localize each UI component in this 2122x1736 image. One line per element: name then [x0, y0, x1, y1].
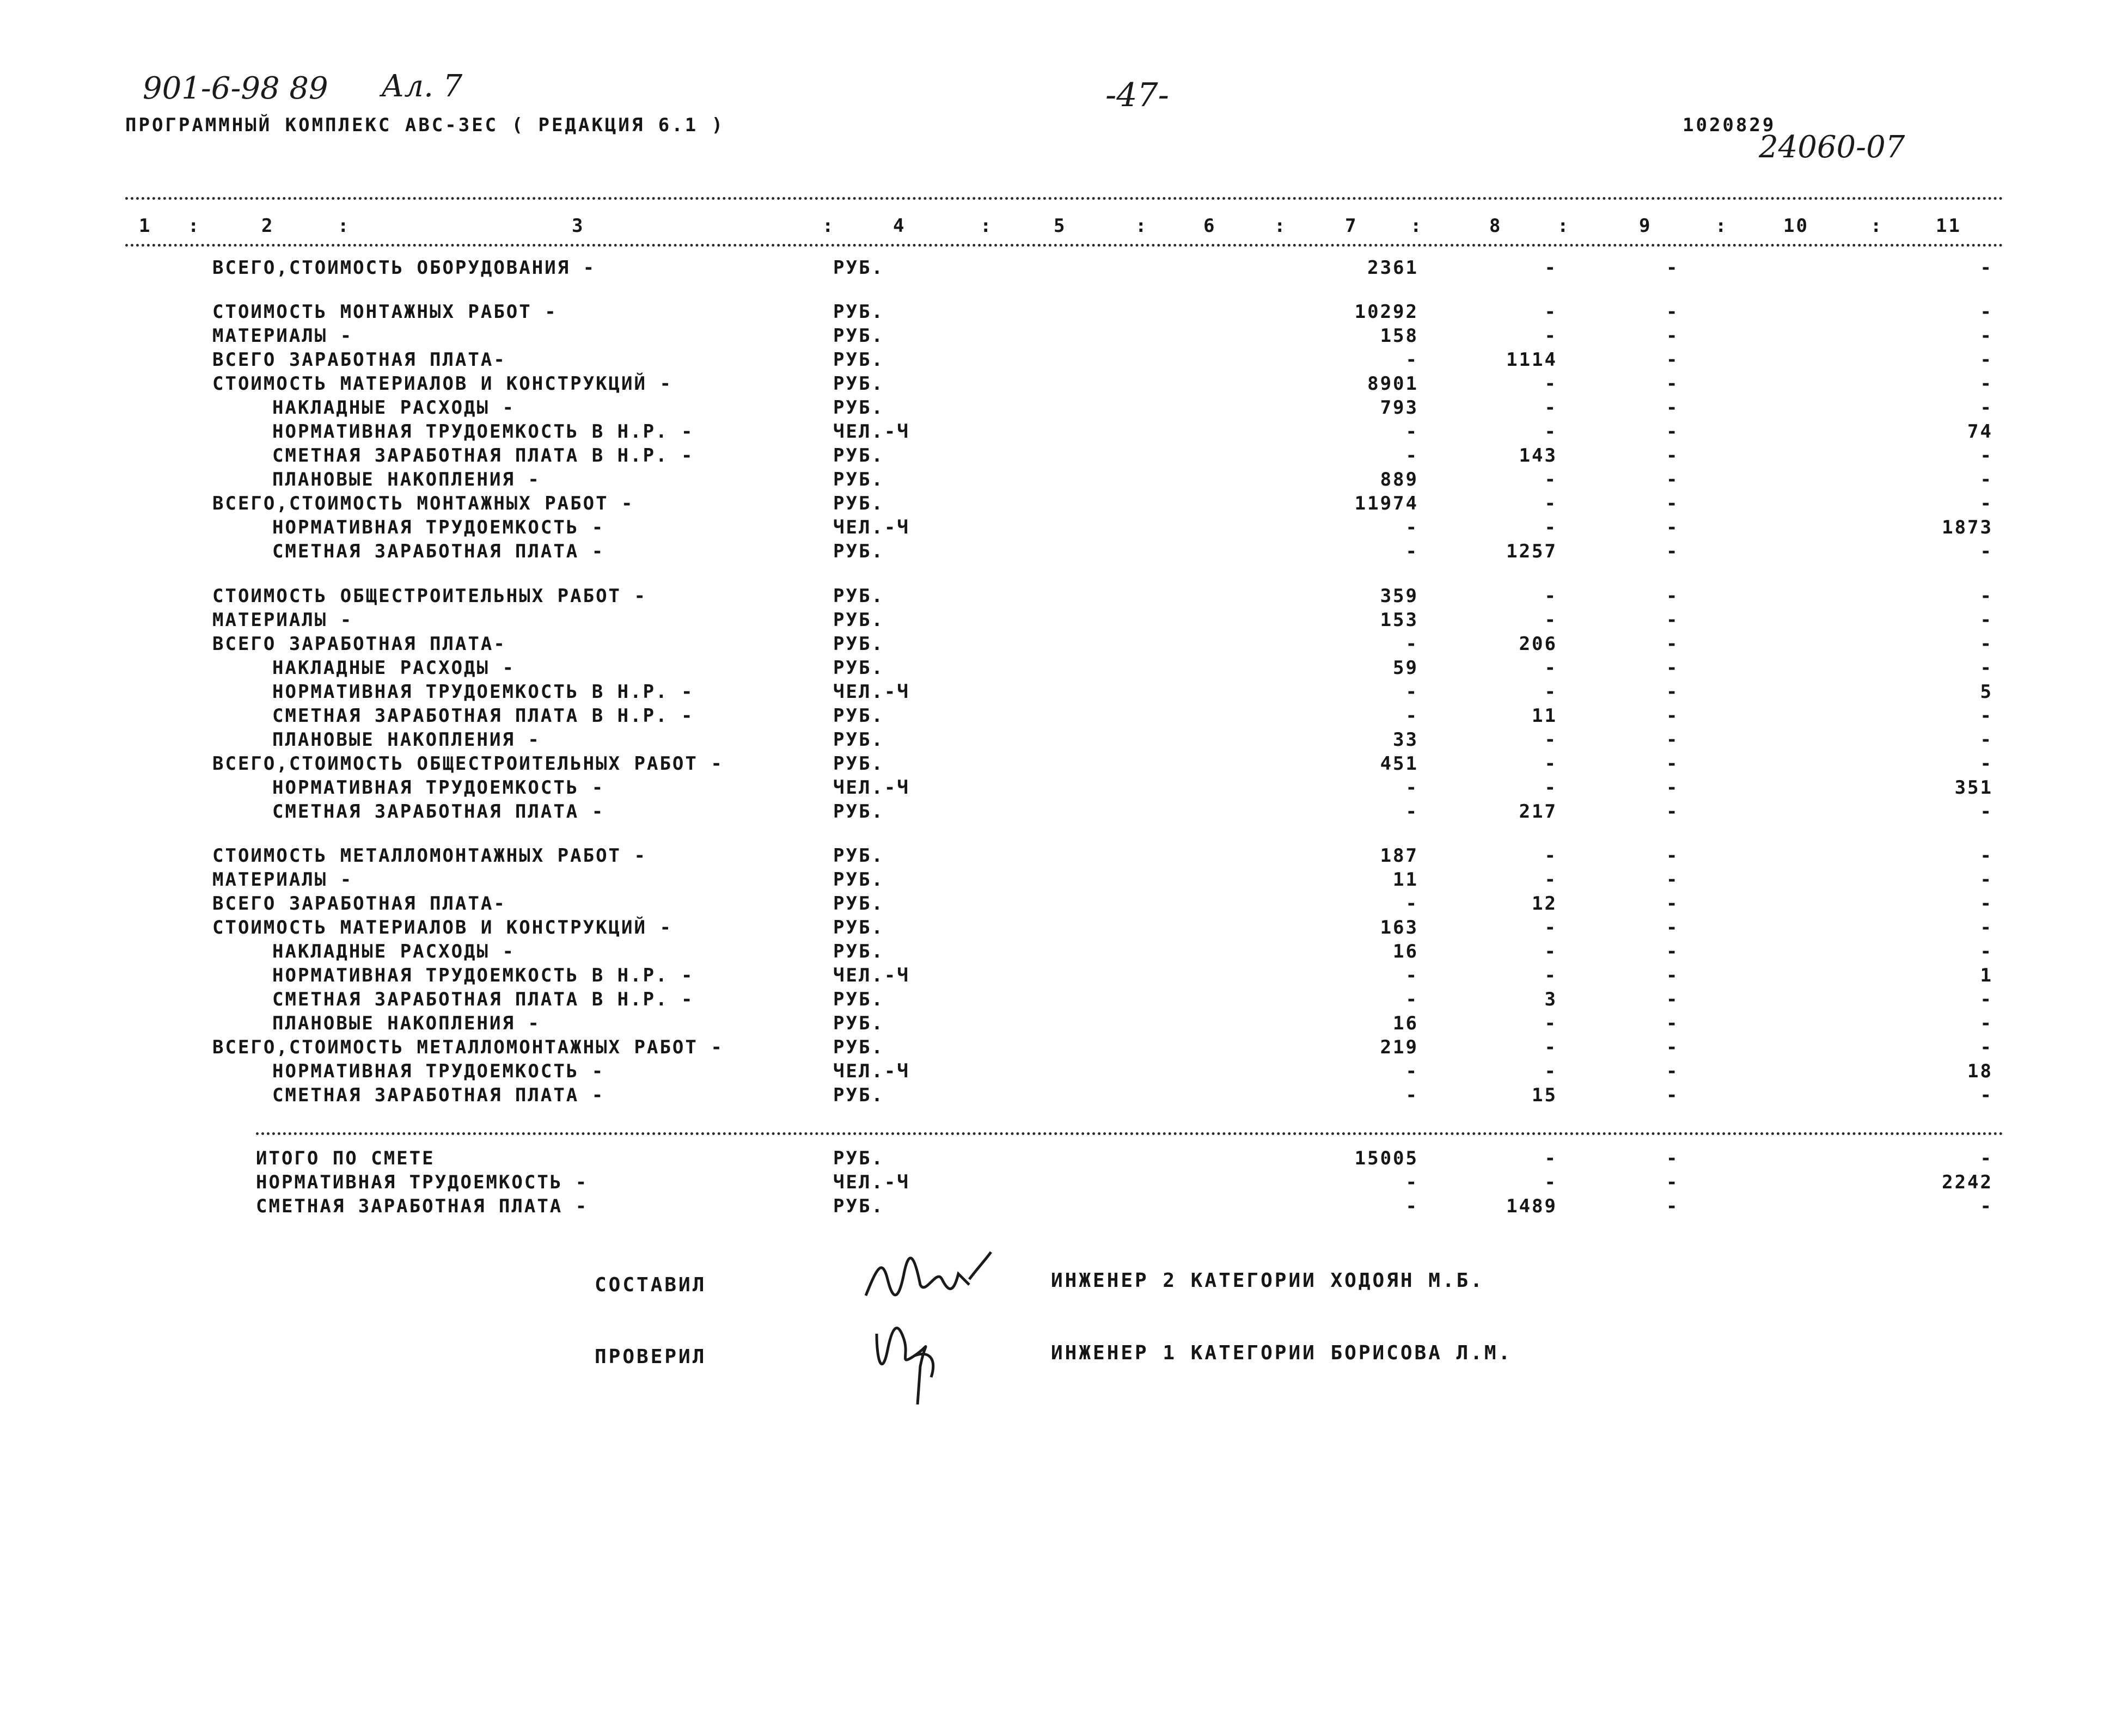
row-unit: РУБ.	[833, 301, 884, 323]
row-col8: 15	[1532, 1084, 1557, 1107]
row-col9: -	[1666, 349, 1679, 371]
row-col9: -	[1666, 585, 1679, 607]
column-separator: :	[980, 215, 992, 237]
row-col11: -	[1980, 349, 1993, 371]
column-header-4: 4	[893, 215, 906, 237]
row-unit: РУБ.	[833, 469, 884, 491]
row-col9: -	[1666, 704, 1679, 727]
row-col7: -	[1405, 776, 1418, 799]
column-separator: :	[822, 215, 834, 237]
row-col8: -	[1544, 657, 1557, 679]
row-col11: -	[1980, 893, 1993, 915]
row-col7: 359	[1380, 585, 1418, 607]
row-col8: -	[1544, 585, 1557, 607]
row-col7: 16	[1393, 1013, 1418, 1035]
row-label: НОРМАТИВНАЯ ТРУДОЕМКОСТЬ В Н.Р. -	[272, 680, 694, 703]
row-col7: 8901	[1367, 373, 1418, 395]
row-label: ПЛАНОВЫЕ НАКОПЛЕНИЯ -	[272, 728, 541, 751]
row-col8: -	[1544, 373, 1557, 395]
row-col9: -	[1666, 989, 1679, 1011]
row-col7: -	[1405, 541, 1418, 563]
row-label: ПЛАНОВЫЕ НАКОПЛЕНИЯ -	[272, 469, 541, 491]
row-unit: РУБ.	[833, 493, 884, 515]
row-col8: -	[1544, 965, 1557, 987]
column-header-3: 3	[572, 215, 585, 237]
row-col8: 217	[1519, 800, 1557, 823]
row-col8: -	[1544, 917, 1557, 939]
row-col11: -	[1980, 869, 1993, 891]
row-col11: -	[1980, 704, 1993, 727]
row-unit: ЧЕЛ.-Ч	[833, 680, 910, 703]
row-col9: -	[1666, 1084, 1679, 1107]
column-separator: :	[1274, 215, 1286, 237]
row-unit: РУБ.	[833, 1036, 884, 1059]
right-code: 1020829	[1683, 114, 1776, 136]
row-col11: -	[1980, 941, 1993, 963]
row-col9: -	[1666, 776, 1679, 799]
totals-col8: 1489	[1506, 1195, 1557, 1217]
compiled-signature	[860, 1247, 1002, 1306]
row-col8: 143	[1519, 445, 1557, 467]
row-col9: -	[1666, 445, 1679, 467]
row-col9: -	[1666, 397, 1679, 419]
column-header-1: 1	[139, 215, 152, 237]
row-col8: -	[1544, 680, 1557, 703]
row-col11: -	[1980, 845, 1993, 867]
checked-signature	[866, 1317, 953, 1410]
row-col7: -	[1405, 349, 1418, 371]
row-col8: -	[1544, 1013, 1557, 1035]
row-unit: РУБ.	[833, 445, 884, 467]
row-col8: 206	[1519, 633, 1557, 655]
row-col7: -	[1405, 1060, 1418, 1083]
row-label: ВСЕГО ЗАРАБОТНАЯ ПЛАТА-	[212, 893, 506, 915]
row-col8: 1114	[1506, 349, 1557, 371]
row-col9: -	[1666, 469, 1679, 491]
row-unit: РУБ.	[833, 869, 884, 891]
row-col7: -	[1405, 517, 1418, 539]
row-label: СМЕТНАЯ ЗАРАБОТНАЯ ПЛАТА В Н.Р. -	[272, 989, 694, 1011]
row-col8: -	[1544, 1060, 1557, 1083]
row-label: НОРМАТИВНАЯ ТРУДОЕМКОСТЬ -	[272, 776, 605, 799]
row-col11: -	[1980, 325, 1993, 347]
row-col9: -	[1666, 325, 1679, 347]
row-col11: -	[1980, 752, 1993, 775]
row-col9: -	[1666, 633, 1679, 655]
row-col8: -	[1544, 469, 1557, 491]
row-label: НАКЛАДНЫЕ РАСХОДЫ -	[272, 397, 515, 419]
row-col7: 889	[1380, 469, 1418, 491]
row-col9: -	[1666, 680, 1679, 703]
row-unit: РУБ.	[833, 1013, 884, 1035]
row-unit: РУБ.	[833, 728, 884, 751]
row-label: НОРМАТИВНАЯ ТРУДОЕМКОСТЬ В Н.Р. -	[272, 965, 694, 987]
row-col7: 153	[1380, 609, 1418, 631]
row-label: МАТЕРИАЛЫ -	[212, 325, 353, 347]
row-col11: -	[1980, 1013, 1993, 1035]
row-unit: РУБ.	[833, 989, 884, 1011]
row-col9: -	[1666, 517, 1679, 539]
row-col8: -	[1544, 257, 1557, 279]
column-header-10: 10	[1783, 215, 1809, 237]
row-unit: РУБ.	[833, 633, 884, 655]
totals-col11: -	[1980, 1195, 1993, 1217]
totals-col8: -	[1544, 1171, 1557, 1193]
row-col9: -	[1666, 869, 1679, 891]
row-unit: РУБ.	[833, 373, 884, 395]
row-label: СТОИМОСТЬ МАТЕРИАЛОВ И КОНСТРУКЦИЙ -	[212, 917, 672, 939]
row-label: НОРМАТИВНАЯ ТРУДОЕМКОСТЬ -	[272, 517, 605, 539]
checked-label: ПРОВЕРИЛ	[595, 1346, 707, 1368]
row-col8: -	[1544, 869, 1557, 891]
row-col9: -	[1666, 965, 1679, 987]
row-col9: -	[1666, 541, 1679, 563]
row-col7: -	[1405, 445, 1418, 467]
row-col11: 5	[1980, 680, 1993, 703]
row-label: ВСЕГО,СТОИМОСТЬ МЕТАЛЛОМОНТАЖНЫХ РАБОТ -	[212, 1036, 724, 1059]
row-col7: -	[1405, 704, 1418, 727]
row-col8: -	[1544, 941, 1557, 963]
row-col11: 74	[1967, 421, 1993, 443]
row-unit: ЧЕЛ.-Ч	[833, 965, 910, 987]
row-col7: -	[1405, 800, 1418, 823]
row-unit: РУБ.	[833, 257, 884, 279]
row-label: СМЕТНАЯ ЗАРАБОТНАЯ ПЛАТА -	[272, 800, 605, 823]
row-col11: -	[1980, 585, 1993, 607]
table-top-rule	[125, 197, 2004, 200]
totals-col11: -	[1980, 1148, 1993, 1169]
row-col7: 16	[1393, 941, 1418, 963]
row-unit: РУБ.	[833, 585, 884, 607]
column-header-9: 9	[1639, 215, 1652, 237]
row-col8: -	[1544, 325, 1557, 347]
row-label: СТОИМОСТЬ МАТЕРИАЛОВ И КОНСТРУКЦИЙ -	[212, 373, 672, 395]
row-col9: -	[1666, 1060, 1679, 1083]
row-col7: -	[1405, 989, 1418, 1011]
column-header-11: 11	[1936, 215, 1961, 237]
row-col9: -	[1666, 893, 1679, 915]
totals-unit: РУБ.	[833, 1148, 884, 1169]
row-unit: ЧЕЛ.-Ч	[833, 517, 910, 539]
row-col7: 11974	[1354, 493, 1418, 515]
totals-col7: -	[1405, 1195, 1418, 1217]
row-col11: -	[1980, 633, 1993, 655]
compiled-label: СОСТАВИЛ	[595, 1274, 707, 1296]
totals-col7: -	[1405, 1171, 1418, 1193]
row-col8: -	[1544, 752, 1557, 775]
row-label: МАТЕРИАЛЫ -	[212, 609, 353, 631]
totals-label: НОРМАТИВНАЯ ТРУДОЕМКОСТЬ -	[256, 1171, 589, 1193]
row-col7: 158	[1380, 325, 1418, 347]
row-col7: -	[1405, 893, 1418, 915]
totals-col11: 2242	[1942, 1171, 1993, 1193]
row-label: ПЛАНОВЫЕ НАКОПЛЕНИЯ -	[272, 1013, 541, 1035]
row-unit: РУБ.	[833, 752, 884, 775]
row-col9: -	[1666, 301, 1679, 323]
row-col9: -	[1666, 941, 1679, 963]
right-handwritten-code: 24060-07	[1759, 130, 1905, 165]
row-col11: -	[1980, 609, 1993, 631]
row-col9: -	[1666, 657, 1679, 679]
row-unit: РУБ.	[833, 941, 884, 963]
row-unit: ЧЕЛ.-Ч	[833, 1060, 910, 1083]
column-header-6: 6	[1203, 215, 1216, 237]
row-col7: -	[1405, 965, 1418, 987]
row-unit: РУБ.	[833, 657, 884, 679]
row-col7: 11	[1393, 869, 1418, 891]
row-col8: -	[1544, 397, 1557, 419]
column-separator: :	[1557, 215, 1569, 237]
row-col9: -	[1666, 800, 1679, 823]
totals-label: ИТОГО ПО СМЕТЕ	[256, 1148, 435, 1169]
row-col11: -	[1980, 541, 1993, 563]
totals-rule	[256, 1132, 2004, 1135]
row-col11: -	[1980, 373, 1993, 395]
row-col7: 219	[1380, 1036, 1418, 1059]
row-label: СМЕТНАЯ ЗАРАБОТНАЯ ПЛАТА -	[272, 541, 605, 563]
row-unit: РУБ.	[833, 917, 884, 939]
row-label: ВСЕГО,СТОИМОСТЬ ОБЩЕСТРОИТЕЛЬНЫХ РАБОТ -	[212, 752, 724, 775]
row-col9: -	[1666, 752, 1679, 775]
row-col9: -	[1666, 1013, 1679, 1035]
sheet-number: Ал. 7	[381, 69, 463, 104]
row-label: СМЕТНАЯ ЗАРАБОТНАЯ ПЛАТА В Н.Р. -	[272, 704, 694, 727]
row-col9: -	[1666, 1036, 1679, 1059]
row-col11: -	[1980, 917, 1993, 939]
row-col8: -	[1544, 421, 1557, 443]
row-col8: -	[1544, 493, 1557, 515]
row-col9: -	[1666, 845, 1679, 867]
row-col7: 2361	[1367, 257, 1418, 279]
column-separator: :	[338, 215, 349, 237]
row-unit: РУБ.	[833, 397, 884, 419]
row-col7: -	[1405, 421, 1418, 443]
row-label: ВСЕГО,СТОИМОСТЬ ОБОРУДОВАНИЯ -	[212, 257, 596, 279]
row-unit: РУБ.	[833, 541, 884, 563]
doc-code: 901-6-98 89	[143, 71, 328, 106]
row-col9: -	[1666, 728, 1679, 751]
row-col7: 59	[1393, 657, 1418, 679]
row-unit: РУБ.	[833, 325, 884, 347]
row-label: НОРМАТИВНАЯ ТРУДОЕМКОСТЬ В Н.Р. -	[272, 421, 694, 443]
row-col11: -	[1980, 469, 1993, 491]
row-label: СТОИМОСТЬ МОНТАЖНЫХ РАБОТ -	[212, 301, 558, 323]
totals-col9: -	[1666, 1148, 1679, 1169]
row-col11: -	[1980, 800, 1993, 823]
row-col8: -	[1544, 845, 1557, 867]
row-label: СТОИМОСТЬ ОБЩЕСТРОИТЕЛЬНЫХ РАБОТ -	[212, 585, 647, 607]
row-col11: -	[1980, 1036, 1993, 1059]
row-unit: РУБ.	[833, 609, 884, 631]
page-number: -47-	[1105, 76, 1169, 114]
row-col8: 12	[1532, 893, 1557, 915]
row-col11: 1873	[1942, 517, 1993, 539]
row-col7: -	[1405, 633, 1418, 655]
row-col7: 33	[1393, 728, 1418, 751]
row-col9: -	[1666, 493, 1679, 515]
totals-unit: РУБ.	[833, 1195, 884, 1217]
row-unit: РУБ.	[833, 800, 884, 823]
totals-unit: ЧЕЛ.-Ч	[833, 1171, 910, 1193]
totals-col8: -	[1544, 1148, 1557, 1169]
table-header-rule	[125, 244, 2004, 247]
row-col8: 1257	[1506, 541, 1557, 563]
row-col8: -	[1544, 776, 1557, 799]
column-header-7: 7	[1345, 215, 1358, 237]
row-unit: РУБ.	[833, 845, 884, 867]
column-header-5: 5	[1054, 215, 1067, 237]
row-unit: ЧЕЛ.-Ч	[833, 776, 910, 799]
row-col7: 10292	[1354, 301, 1418, 323]
row-col11: -	[1980, 257, 1993, 279]
column-header-2: 2	[261, 215, 274, 237]
row-label: НАКЛАДНЫЕ РАСХОДЫ -	[272, 657, 515, 679]
row-col7: 163	[1380, 917, 1418, 939]
totals-col7: 15005	[1354, 1148, 1418, 1169]
row-unit: ЧЕЛ.-Ч	[833, 421, 910, 443]
row-col8: -	[1544, 301, 1557, 323]
row-label: СТОИМОСТЬ МЕТАЛЛОМОНТАЖНЫХ РАБОТ -	[212, 845, 647, 867]
row-label: ВСЕГО ЗАРАБОТНАЯ ПЛАТА-	[212, 633, 506, 655]
row-col11: -	[1980, 397, 1993, 419]
row-col9: -	[1666, 257, 1679, 279]
row-col8: -	[1544, 728, 1557, 751]
row-label: СМЕТНАЯ ЗАРАБОТНАЯ ПЛАТА В Н.Р. -	[272, 445, 694, 467]
row-col8: -	[1544, 517, 1557, 539]
totals-label: СМЕТНАЯ ЗАРАБОТНАЯ ПЛАТА -	[256, 1195, 589, 1217]
totals-col9: -	[1666, 1195, 1679, 1217]
row-col11: -	[1980, 1084, 1993, 1107]
row-col11: -	[1980, 493, 1993, 515]
row-col11: -	[1980, 301, 1993, 323]
row-label: НАКЛАДНЫЕ РАСХОДЫ -	[272, 941, 515, 963]
row-col11: 1	[1980, 965, 1993, 987]
row-col8: 3	[1544, 989, 1557, 1011]
row-col7: 793	[1380, 397, 1418, 419]
row-label: ВСЕГО ЗАРАБОТНАЯ ПЛАТА-	[212, 349, 506, 371]
row-unit: РУБ.	[833, 1084, 884, 1107]
row-col9: -	[1666, 421, 1679, 443]
row-col11: -	[1980, 989, 1993, 1011]
totals-col9: -	[1666, 1171, 1679, 1193]
checked-by: ИНЖЕНЕР 1 КАТЕГОРИИ БОРИСОВА Л.М.	[1051, 1342, 1513, 1364]
row-col11: -	[1980, 445, 1993, 467]
row-unit: РУБ.	[833, 704, 884, 727]
row-col9: -	[1666, 917, 1679, 939]
row-label: МАТЕРИАЛЫ -	[212, 869, 353, 891]
row-col7: -	[1405, 680, 1418, 703]
program-title: ПРОГРАММНЫЙ КОМПЛЕКС АВС-3ЕС ( РЕДАКЦИЯ 6.1 )	[125, 114, 725, 136]
row-col9: -	[1666, 609, 1679, 631]
row-col7: 451	[1380, 752, 1418, 775]
row-col8: 11	[1532, 704, 1557, 727]
row-col11: -	[1980, 657, 1993, 679]
row-col7: -	[1405, 1084, 1418, 1107]
column-separator: :	[1135, 215, 1147, 237]
row-label: СМЕТНАЯ ЗАРАБОТНАЯ ПЛАТА -	[272, 1084, 605, 1107]
row-col8: -	[1544, 609, 1557, 631]
row-col8: -	[1544, 1036, 1557, 1059]
column-separator: :	[1870, 215, 1882, 237]
row-col7: 187	[1380, 845, 1418, 867]
row-col11: -	[1980, 728, 1993, 751]
column-separator: :	[1410, 215, 1422, 237]
row-unit: РУБ.	[833, 349, 884, 371]
row-col9: -	[1666, 373, 1679, 395]
row-label: ВСЕГО,СТОИМОСТЬ МОНТАЖНЫХ РАБОТ -	[212, 493, 634, 515]
row-col11: 18	[1967, 1060, 1993, 1083]
column-separator: :	[188, 215, 199, 237]
compiled-by: ИНЖЕНЕР 2 КАТЕГОРИИ ХОДОЯН М.Б.	[1051, 1269, 1484, 1292]
row-col11: 351	[1954, 776, 1993, 799]
column-separator: :	[1715, 215, 1727, 237]
row-label: НОРМАТИВНАЯ ТРУДОЕМКОСТЬ -	[272, 1060, 605, 1083]
row-unit: РУБ.	[833, 893, 884, 915]
column-header-8: 8	[1489, 215, 1502, 237]
